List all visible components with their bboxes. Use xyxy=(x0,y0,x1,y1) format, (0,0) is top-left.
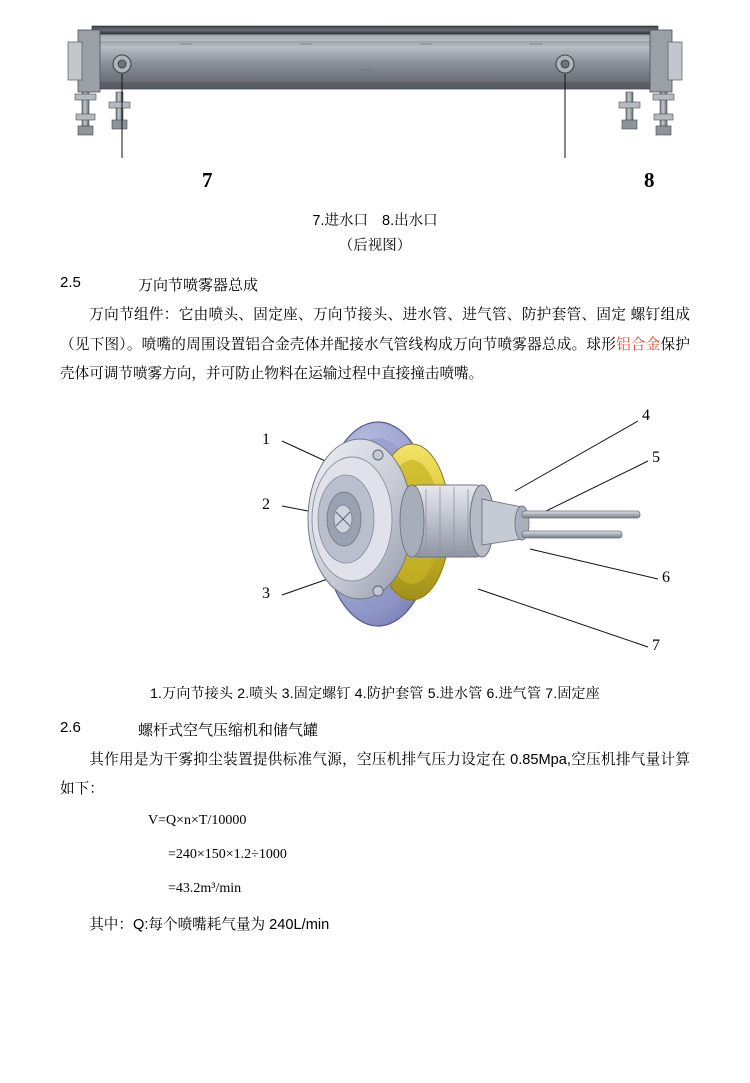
paragraph-text-b: 保护壳体可调节喷雾方向，并可防止物料在运输过程中直接撞击喷嘴。 xyxy=(60,336,690,382)
callout-8: 8 xyxy=(644,168,655,192)
figure-nozzle-assembly-caption: 1.万向节接头 2.喷头 3.固定螺钉 4.防护套管 5.进水管 6.进气管 7.固定座 xyxy=(150,684,600,701)
section-heading-2-5 xyxy=(60,274,690,295)
figure2-callout-2: 2 xyxy=(262,495,270,513)
section-title-2-5: 万向节喷雾器总成 xyxy=(138,277,259,295)
section-2-5-paragraph xyxy=(60,301,690,389)
section-2-6-note: 其中：Q:每个喷嘴耗气量为 240L/min xyxy=(89,917,330,934)
figure2-callout-3: 3 xyxy=(262,584,270,602)
figure2-callout-1: 1 xyxy=(262,430,270,448)
paragraph-highlight: 铝合金 xyxy=(616,336,661,353)
figure2-callout-6: 6 xyxy=(662,568,670,586)
section-number-2-6: 2.6 xyxy=(60,718,81,736)
figure2-callout-7: 7 xyxy=(652,636,660,654)
callout-7: 7 xyxy=(202,168,213,192)
section-heading-2-6 xyxy=(60,719,690,740)
caption-inlet: 7.进水口 xyxy=(312,213,368,229)
paragraph-text-a: 万向节组件：它由喷头、固定座、万向节接头、进水管、进气管、防护套管、固定 螺钉组成（见下图）。喷嘴的周围设置铝合金壳体并配接水气管线构成万向节喷雾器总成。球形 xyxy=(60,307,690,353)
figure-rear-view-drawing xyxy=(60,8,690,168)
document-page xyxy=(0,8,750,1083)
figure-rear-view-caption xyxy=(60,210,690,233)
formula-line-2: =240×150×1.2÷1000 xyxy=(168,846,287,862)
caption-outlet: 8.出水口 xyxy=(382,213,438,229)
formula-line-3: =43.2m³/min xyxy=(168,880,242,896)
formula-line-1: V=Q×n×T/10000 xyxy=(148,813,247,829)
figure-rear-view-subcaption xyxy=(60,235,690,258)
figure-rear-view xyxy=(60,8,690,208)
section-2-6-paragraph: 其作用是为干雾抑尘装置提供标准气源，空压机排气压力设定在 0.85Mpa,空压机排气量计算如下： xyxy=(60,751,690,798)
figure2-callout-4: 4 xyxy=(642,406,650,424)
figure-rear-view-callouts xyxy=(60,168,690,202)
section-title-2-6: 螺杆式空气压缩机和储气罐 xyxy=(138,721,319,739)
caption-view-type: （后视图） xyxy=(338,238,412,255)
figure-nozzle-assembly xyxy=(60,399,690,679)
figure2-callout-5: 5 xyxy=(652,448,660,466)
figure-nozzle-assembly-drawing xyxy=(60,399,690,674)
section-number-2-5: 2.5 xyxy=(60,274,81,292)
